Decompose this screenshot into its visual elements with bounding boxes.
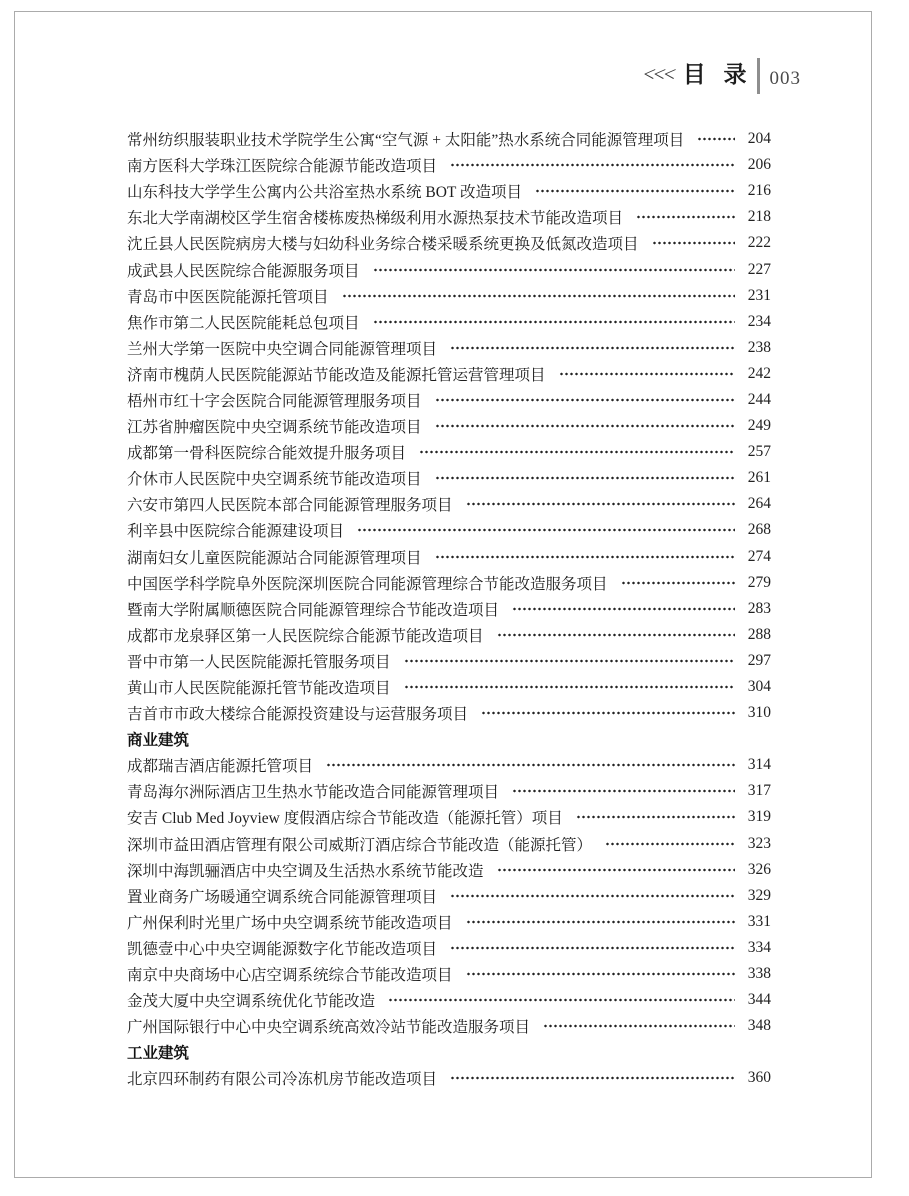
toc-entry-title: 山东科技大学学生公寓内公共浴室热水系统 BOT 改造项目 — [127, 184, 522, 202]
dotted-leader — [450, 935, 735, 961]
toc-entry-page-number: 329 — [747, 886, 771, 904]
toc-entry-page-number: 231 — [747, 286, 771, 304]
toc-entry — [127, 883, 771, 909]
toc-list — [127, 126, 771, 1091]
dotted-leader — [435, 413, 735, 439]
dotted-leader — [576, 804, 735, 830]
toc-entry-title: 北京四环制药有限公司冷冻机房节能改造项目 — [127, 1071, 438, 1089]
page-title: 目 录 — [682, 61, 748, 87]
toc-entry — [127, 987, 771, 1013]
toc-entry — [127, 465, 771, 491]
toc-entry — [127, 804, 771, 830]
toc-entry-page-number: 360 — [747, 1069, 771, 1087]
toc-entry-title: 沈丘县人民医院病房大楼与妇幼科业务综合楼采暖系统更换及低氮改造项目 — [127, 236, 639, 254]
toc-entry-page-number: 288 — [747, 625, 771, 643]
dotted-leader — [535, 178, 735, 204]
toc-entry-title: 深圳市益田酒店管理有限公司威斯汀酒店综合节能改造（能源托管） — [127, 836, 593, 854]
toc-entry-title: 金茂大厦中央空调系统优化节能改造 — [127, 993, 376, 1011]
toc-entry-page-number: 206 — [747, 156, 771, 174]
dotted-leader — [697, 126, 735, 152]
dotted-leader — [373, 256, 735, 282]
toc-entry-page-number: 338 — [747, 965, 771, 983]
toc-entry — [127, 1065, 771, 1091]
toc-entry-title: 广州国际银行中心中央空调系统高效冷站节能改造服务项目 — [127, 1019, 531, 1037]
dotted-leader — [605, 831, 735, 857]
toc-entry — [127, 230, 771, 256]
toc-entry — [127, 517, 771, 543]
toc-entry-page-number: 218 — [747, 208, 771, 226]
toc-entry-page-number: 257 — [747, 443, 771, 461]
triple-chevron-icon: <<< — [639, 61, 676, 86]
toc-entry — [127, 361, 771, 387]
toc-section-header — [127, 1039, 771, 1065]
toc-entry-page-number: 334 — [747, 938, 771, 956]
toc-entry — [127, 778, 771, 804]
toc-entry-page-number: 204 — [747, 130, 771, 148]
toc-entry — [127, 283, 771, 309]
toc-entry — [127, 857, 771, 883]
toc-entry-title: 东北大学南湖校区学生宿舍楼栋废热梯级利用水源热泵技术节能改造项目 — [127, 210, 624, 228]
dotted-leader — [404, 648, 735, 674]
toc-entry-title: 安吉 Club Med Joyview 度假酒店综合节能改造（能源托管）项目 — [127, 810, 563, 828]
toc-entry-title: 中国医学科学院阜外医院深圳医院合同能源管理综合节能改造服务项目 — [127, 575, 608, 593]
dotted-leader — [435, 387, 735, 413]
dotted-leader — [435, 544, 735, 570]
dotted-leader — [652, 230, 735, 256]
toc-entry — [127, 648, 771, 674]
toc-entry-page-number: 238 — [747, 338, 771, 356]
dotted-leader — [357, 517, 735, 543]
toc-entry — [127, 126, 771, 152]
toc-entry-title: 江苏省肿瘤医院中央空调系统节能改造项目 — [127, 419, 422, 437]
dotted-leader — [481, 700, 735, 726]
toc-section-title: 商业建筑 — [127, 732, 190, 750]
toc-entry-title: 常州纺织服装职业技术学院学生公寓“空气源 + 太阳能”热水系统合同能源管理项目 — [127, 132, 685, 150]
toc-entry-page-number: 279 — [747, 573, 771, 591]
toc-entry-title: 成都第一骨科医院综合能效提升服务项目 — [127, 445, 407, 463]
dotted-leader — [512, 596, 735, 622]
toc-entry — [127, 961, 771, 987]
toc-entry-title: 梧州市红十字会医院合同能源管理服务项目 — [127, 392, 422, 410]
toc-entry-title: 青岛海尔洲际酒店卫生热水节能改造合同能源管理项目 — [127, 784, 500, 802]
toc-running-head — [639, 54, 801, 94]
page-border-frame — [14, 11, 872, 1178]
toc-section-title: 工业建筑 — [127, 1045, 190, 1063]
dotted-leader — [450, 1065, 735, 1091]
toc-entry — [127, 596, 771, 622]
toc-section-header — [127, 726, 771, 752]
toc-entry-title: 置业商务广场暖通空调系统合同能源管理项目 — [127, 888, 438, 906]
toc-entry-title: 深圳中海凯骊酒店中央空调及生活热水系统节能改造 — [127, 862, 484, 880]
toc-entry-title: 湖南妇女儿童医院能源站合同能源管理项目 — [127, 549, 422, 567]
toc-entry-title: 利辛县中医院综合能源建设项目 — [127, 523, 345, 541]
toc-entry-title: 成都市龙泉驿区第一人民医院综合能源节能改造项目 — [127, 627, 484, 645]
header-divider — [757, 58, 760, 94]
toc-entry-title: 成武县人民医院综合能源服务项目 — [127, 262, 360, 280]
toc-entry-page-number: 264 — [747, 495, 771, 513]
toc-entry-title: 介休市人民医院中央空调系统节能改造项目 — [127, 471, 422, 489]
toc-entry-page-number: 326 — [747, 860, 771, 878]
dotted-leader — [435, 465, 735, 491]
toc-entry — [127, 674, 771, 700]
toc-entry-title: 青岛市中医医院能源托管项目 — [127, 288, 329, 306]
dotted-leader — [497, 622, 735, 648]
toc-entry-page-number: 268 — [747, 521, 771, 539]
toc-entry-page-number: 274 — [747, 547, 771, 565]
toc-entry-page-number: 317 — [747, 782, 771, 800]
dotted-leader — [636, 204, 735, 230]
toc-entry — [127, 909, 771, 935]
toc-entry — [127, 752, 771, 778]
toc-entry-page-number: 344 — [747, 991, 771, 1009]
dotted-leader — [512, 778, 735, 804]
dotted-leader — [543, 1013, 735, 1039]
dotted-leader — [621, 570, 735, 596]
toc-entry — [127, 152, 771, 178]
folio-page-number: 003 — [769, 67, 801, 89]
dotted-leader — [404, 674, 735, 700]
toc-entry — [127, 309, 771, 335]
dotted-leader — [450, 335, 735, 361]
dotted-leader — [466, 909, 735, 935]
toc-entry-page-number: 348 — [747, 1017, 771, 1035]
toc-entry-title: 暨南大学附属顺德医院合同能源管理综合节能改造项目 — [127, 601, 500, 619]
toc-entry — [127, 491, 771, 517]
toc-entry-page-number: 222 — [747, 234, 771, 252]
toc-entry-page-number: 310 — [747, 704, 771, 722]
toc-entry-title: 济南市槐荫人民医院能源站节能改造及能源托管运营管理项目 — [127, 366, 546, 384]
toc-entry-title: 焦作市第二人民医院能耗总包项目 — [127, 314, 360, 332]
toc-entry-page-number: 314 — [747, 756, 771, 774]
toc-entry-page-number: 323 — [747, 834, 771, 852]
toc-entry-page-number: 297 — [747, 651, 771, 669]
dotted-leader — [419, 439, 735, 465]
toc-entry-title: 南京中央商场中心店空调系统综合节能改造项目 — [127, 967, 453, 985]
toc-entry-title: 六安市第四人民医院本部合同能源管理服务项目 — [127, 497, 453, 515]
toc-entry — [127, 335, 771, 361]
toc-entry — [127, 570, 771, 596]
toc-entry-page-number: 319 — [747, 808, 771, 826]
toc-entry — [127, 831, 771, 857]
toc-entry — [127, 544, 771, 570]
toc-entry-title: 黄山市人民医院能源托管节能改造项目 — [127, 680, 391, 698]
toc-entry-page-number: 261 — [747, 469, 771, 487]
toc-entry — [127, 622, 771, 648]
dotted-leader — [466, 961, 735, 987]
toc-entry — [127, 439, 771, 465]
toc-entry — [127, 935, 771, 961]
toc-entry-title: 晋中市第一人民医院能源托管服务项目 — [127, 653, 391, 671]
toc-entry-page-number: 249 — [747, 417, 771, 435]
toc-entry-page-number: 304 — [747, 678, 771, 696]
toc-entry — [127, 387, 771, 413]
toc-entry-page-number: 216 — [747, 182, 771, 200]
toc-entry — [127, 700, 771, 726]
toc-entry-page-number: 244 — [747, 390, 771, 408]
toc-entry — [127, 204, 771, 230]
dotted-leader — [450, 152, 735, 178]
toc-entry-page-number: 331 — [747, 912, 771, 930]
toc-entry-page-number: 283 — [747, 599, 771, 617]
toc-entry-page-number: 227 — [747, 260, 771, 278]
toc-entry-title: 兰州大学第一医院中央空调合同能源管理项目 — [127, 340, 438, 358]
dotted-leader — [342, 283, 735, 309]
toc-entry-title: 成都瑞吉酒店能源托管项目 — [127, 758, 314, 776]
dotted-leader — [450, 883, 735, 909]
toc-entry-title: 南方医科大学珠江医院综合能源节能改造项目 — [127, 158, 438, 176]
dotted-leader — [388, 987, 735, 1013]
dotted-leader — [559, 361, 735, 387]
toc-entry — [127, 178, 771, 204]
toc-entry-title: 凯德壹中心中央空调能源数字化节能改造项目 — [127, 940, 438, 958]
toc-entry — [127, 1013, 771, 1039]
toc-entry — [127, 413, 771, 439]
dotted-leader — [373, 309, 735, 335]
dotted-leader — [326, 752, 735, 778]
toc-entry-page-number: 234 — [747, 312, 771, 330]
toc-entry-title: 广州保利时光里广场中央空调系统节能改造项目 — [127, 914, 453, 932]
toc-entry-page-number: 242 — [747, 364, 771, 382]
toc-entry-title: 吉首市市政大楼综合能源投资建设与运营服务项目 — [127, 706, 469, 724]
toc-entry — [127, 256, 771, 282]
dotted-leader — [466, 491, 735, 517]
dotted-leader — [497, 857, 735, 883]
